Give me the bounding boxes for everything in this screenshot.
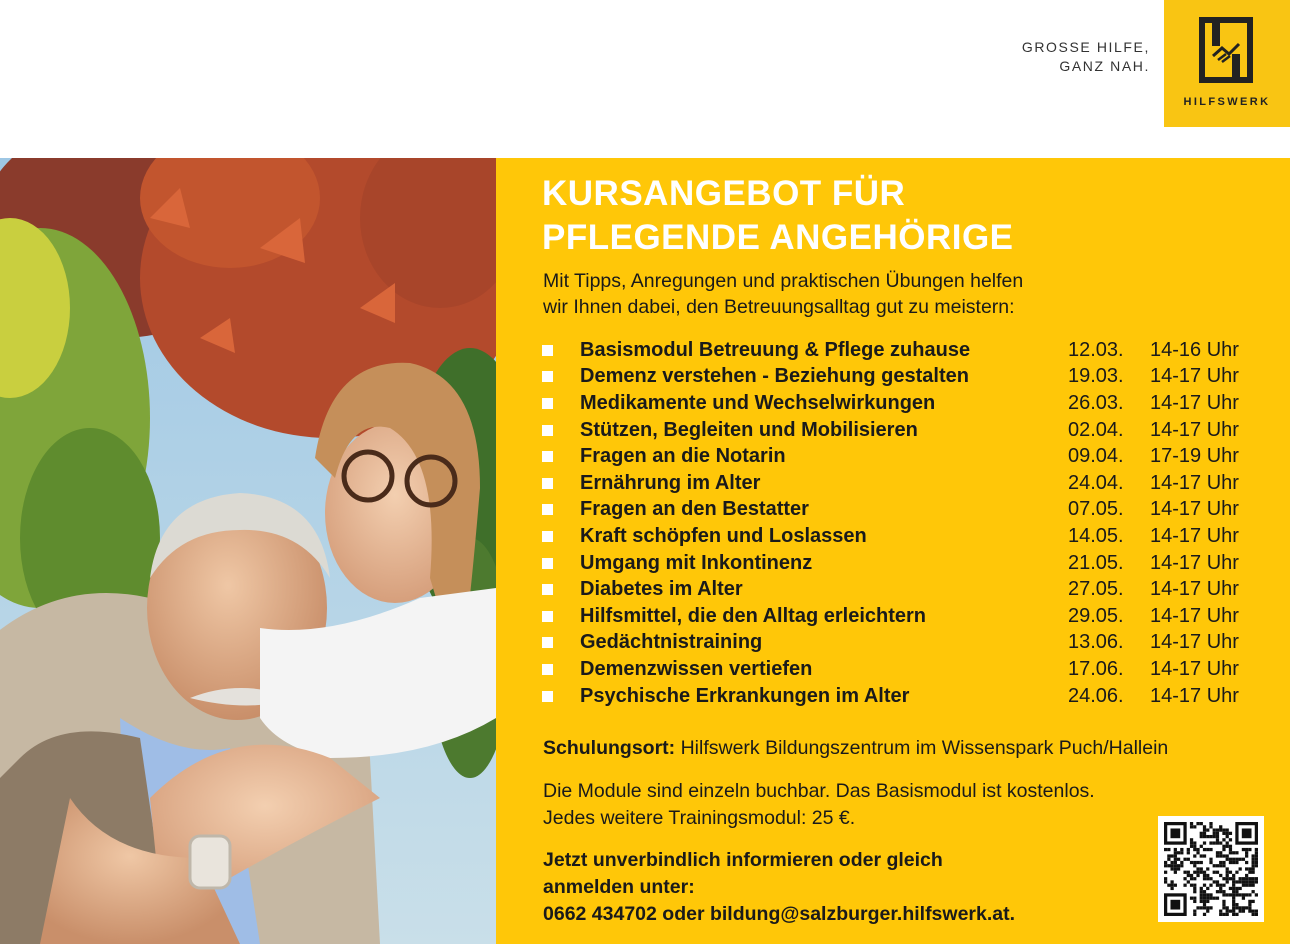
course-date: 24.06. [1068, 684, 1124, 707]
venue-text [543, 737, 1168, 760]
course-panel [496, 158, 1290, 944]
tagline-line-1: GROSSE HILFE, [1021, 39, 1150, 55]
course-date: 26.03. [1068, 391, 1124, 414]
course-time: 14-16 Uhr [1150, 338, 1239, 361]
bullet-icon [542, 345, 553, 356]
elderly-man-and-woman-hugging-photo [0, 158, 496, 944]
course-time: 14-17 Uhr [1150, 631, 1239, 654]
course-name: Fragen an den Bestatter [580, 498, 809, 521]
course-date: 24.04. [1068, 471, 1124, 494]
course-date: 09.04. [1068, 445, 1124, 468]
course-time: 14-17 Uhr [1150, 657, 1239, 680]
course-date: 07.05. [1068, 498, 1124, 521]
course-name: Basismodul Betreuung & Pflege zuhause [580, 338, 971, 361]
list-item [542, 603, 1262, 630]
list-item [542, 523, 1262, 550]
list-item [542, 656, 1262, 683]
bullet-icon [542, 584, 553, 595]
course-name: Stützen, Begleiten und Mobilisieren [580, 418, 918, 441]
bullet-icon [542, 425, 553, 436]
list-item [542, 497, 1262, 524]
header [0, 0, 1290, 158]
course-time: 14-17 Uhr [1150, 684, 1239, 707]
tagline [1022, 38, 1150, 76]
list-item [542, 337, 1262, 364]
venue-label: Schulungsort: [543, 737, 676, 759]
course-name: Diabetes im Alter [580, 578, 743, 601]
list-item [542, 630, 1262, 657]
course-time: 14-17 Uhr [1150, 551, 1239, 574]
bullet-icon [542, 558, 553, 569]
course-name: Umgang mit Inkontinenz [580, 551, 813, 574]
course-name: Demenzwissen vertiefen [580, 657, 813, 680]
course-date: 17.06. [1068, 657, 1124, 680]
course-date: 21.05. [1068, 551, 1124, 574]
logo-text: HILFSWERK [1183, 96, 1271, 108]
course-date: 12.03. [1068, 338, 1124, 361]
course-date: 13.06. [1068, 631, 1124, 654]
bullet-icon [542, 398, 553, 409]
bullet-icon [542, 504, 553, 515]
course-time: 14-17 Uhr [1150, 524, 1239, 547]
course-date: 02.04. [1068, 418, 1124, 441]
pricing-text: Die Module sind einzeln buchbar. Das Basismodul ist kostenlos. Jedes weitere Trainingsmodul: 25 €. [543, 780, 1095, 829]
course-time: 14-17 Uhr [1150, 365, 1239, 388]
list-item [542, 470, 1262, 497]
list-item [542, 550, 1262, 577]
course-name: Hilfsmittel, die den Alltag erleichtern [580, 604, 926, 627]
bullet-icon [542, 611, 553, 622]
tagline-line-2: GANZ NAH. [1059, 58, 1150, 74]
list-item [542, 683, 1262, 710]
list-item [542, 364, 1262, 391]
contact-text[interactable]: Jetzt unverbindlich informieren oder gleich anmelden unter: 0662 434702 oder bildung@salzburger.hilfswerk.at. [543, 849, 1016, 925]
course-name: Gedächtnistraining [580, 631, 763, 654]
qr-code-icon [1164, 822, 1258, 916]
course-name: Demenz verstehen - Beziehung gestalten [580, 365, 969, 388]
bullet-icon [542, 478, 553, 489]
hilfswerk-logo[interactable] [1164, 0, 1290, 127]
intro-text: Mit Tipps, Anregungen und praktischen Übungen helfen wir Ihnen dabei, den Betreuungsalltag gut zu meistern: [543, 270, 1024, 318]
course-list [542, 337, 1262, 709]
bullet-icon [542, 531, 553, 542]
course-time: 17-19 Uhr [1150, 445, 1239, 468]
bullet-icon [542, 371, 553, 382]
course-time: 14-17 Uhr [1150, 391, 1239, 414]
course-name: Fragen an die Notarin [580, 445, 786, 468]
course-date: 27.05. [1068, 578, 1124, 601]
qr-code[interactable] [1158, 816, 1264, 922]
course-time: 14-17 Uhr [1150, 578, 1239, 601]
course-name: Kraft schöpfen und Loslassen [580, 524, 867, 547]
bullet-icon [542, 664, 553, 675]
list-item [542, 390, 1262, 417]
course-name: Ernährung im Alter [580, 471, 761, 494]
list-item [542, 443, 1262, 470]
course-time: 14-17 Uhr [1150, 471, 1239, 494]
course-date: 19.03. [1068, 365, 1124, 388]
course-time: 14-17 Uhr [1150, 498, 1239, 521]
course-name: Medikamente und Wechselwirkungen [580, 391, 936, 414]
bullet-icon [542, 451, 553, 462]
course-time: 14-17 Uhr [1150, 604, 1239, 627]
list-item [542, 417, 1262, 444]
h-handshake-icon [1198, 16, 1254, 84]
venue-value: Hilfswerk Bildungszentrum im Wissenspark Puch/Hallein [680, 737, 1169, 759]
course-time: 14-17 Uhr [1150, 418, 1239, 441]
bullet-icon [542, 637, 553, 648]
list-item [542, 576, 1262, 603]
course-date: 29.05. [1068, 604, 1124, 627]
page-title: KURSANGEBOT FÜR PFLEGENDE ANGEHÖRIGE [542, 174, 1014, 257]
course-date: 14.05. [1068, 524, 1124, 547]
bullet-icon [542, 691, 553, 702]
course-name: Psychische Erkrankungen im Alter [580, 684, 910, 707]
